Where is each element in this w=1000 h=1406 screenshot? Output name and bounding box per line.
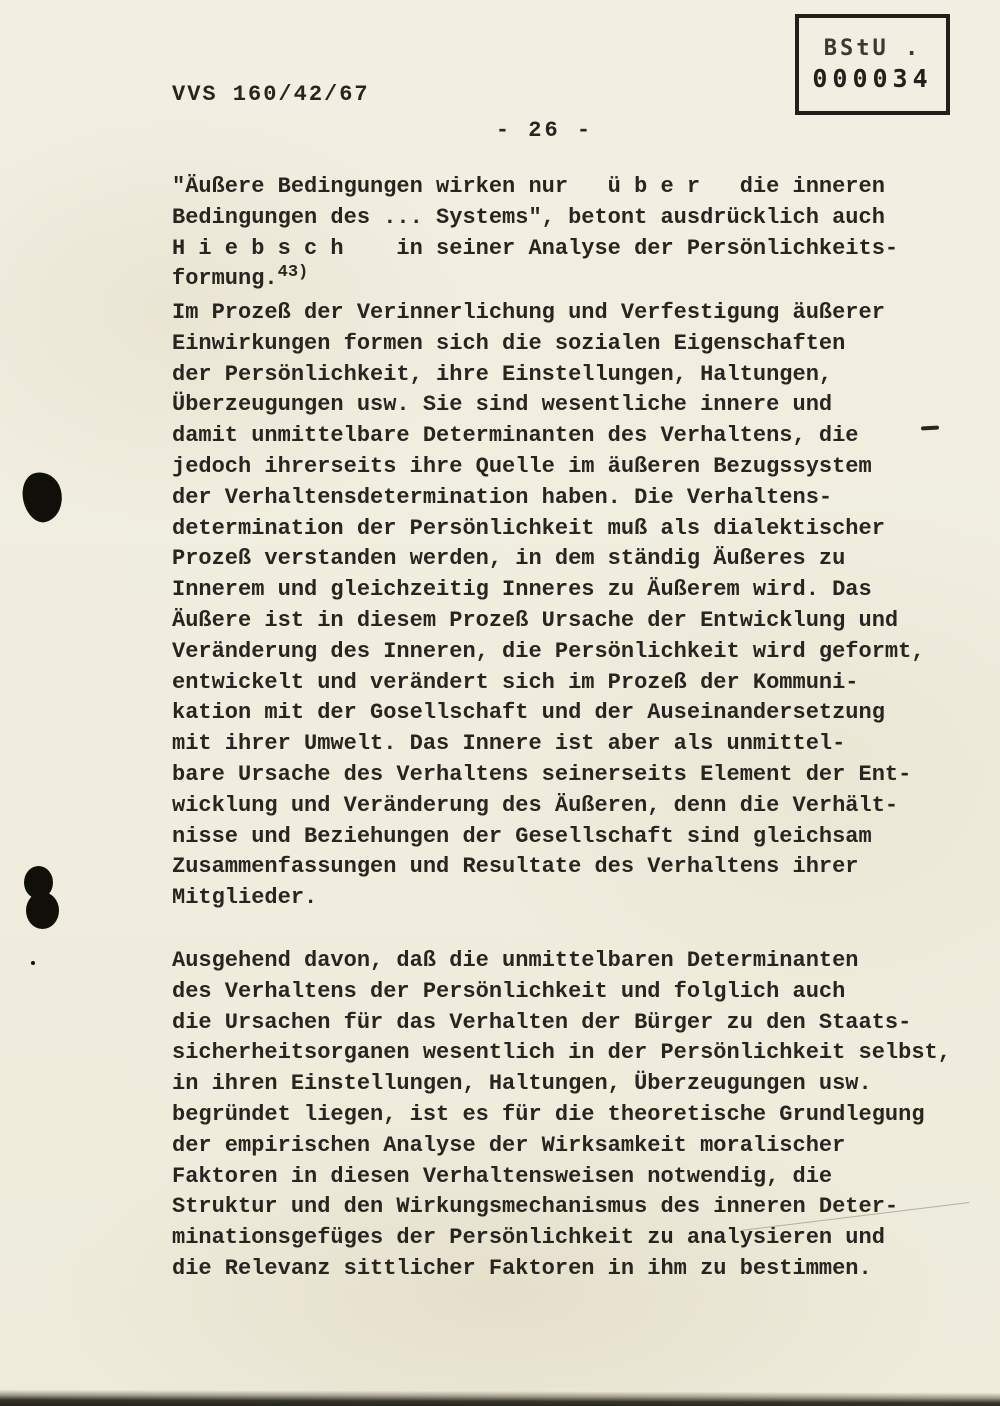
- text-line: damit unmittelbare Determinanten des Verhaltens, die: [172, 423, 859, 449]
- footnote-reference: 43): [277, 263, 309, 282]
- text-line: jedoch ihrerseits ihre Quelle im äußeren Bezugssystem: [172, 453, 872, 479]
- text-line: Überzeugungen usw. Sie sind wesentliche innere und: [172, 392, 833, 418]
- ink-speck: [31, 961, 35, 965]
- text-line: sicherheitsorganen wesentlich in der Persönlichkeit selbst,: [172, 1040, 951, 1066]
- text-line: kation mit der Gosellschaft und der Auseinandersetzung: [172, 700, 885, 726]
- text-line: der Persönlichkeit, ihre Einstellungen, Haltungen,: [172, 361, 833, 387]
- text-line: H i e b s c h in seiner Analyse der Persönlichkeits-: [172, 235, 899, 261]
- stamp-serial-number: 000034: [812, 64, 933, 93]
- text-line: Einwirkungen formen sich die sozialen Eigenschaften: [172, 330, 846, 356]
- ink-blot-lower-bottom: [26, 892, 59, 929]
- bstu-stamp: [795, 14, 950, 115]
- text-line: Zusammenfassungen und Resultate des Verhaltens ihrer: [172, 854, 859, 880]
- text-line: Prozeß verstanden werden, in dem ständig Äußeres zu: [172, 546, 846, 572]
- text-line: der Verhaltensdetermination haben. Die Verhaltens-: [172, 484, 833, 510]
- text-line: Ausgehend davon, daß die unmittelbaren Determinanten: [172, 948, 859, 973]
- paragraph-1-opening: [172, 172, 898, 264]
- text-line: Im Prozeß der Verinnerlichung und Verfestigung äußerer: [172, 300, 885, 325]
- ink-blot-upper: [18, 468, 68, 526]
- footnote-line: [172, 264, 308, 297]
- scan-bottom-edge: [0, 1389, 1000, 1406]
- text-line: Mitglieder.: [172, 885, 318, 911]
- text-line: in ihren Einstellungen, Haltungen, Überzeugungen usw.: [172, 1071, 872, 1097]
- margin-dash-mark: [921, 426, 939, 431]
- text-line: Innerem und gleichzeitig Inneres zu Äußerem wird. Das: [172, 577, 872, 603]
- paragraph-2: [172, 946, 951, 1285]
- text-line: determination der Persönlichkeit muß als dialektischer: [172, 515, 885, 541]
- text-line: minationsgefüges der Persönlichkeit zu analysieren und: [172, 1225, 885, 1251]
- text-line: nisse und Beziehungen der Gesellschaft sind gleichsam: [172, 823, 872, 849]
- page-number: - 26 -: [495, 118, 594, 143]
- text-line: Äußere ist in diesem Prozeß Ursache der Entwicklung und: [172, 607, 899, 633]
- text-line: die Relevanz sittlicher Faktoren in ihm zu bestimmen.: [172, 1255, 872, 1281]
- text-line: Faktoren in diesen Verhaltensweisen notwendig, die: [172, 1163, 833, 1189]
- footnote-base-text: formung.: [172, 266, 278, 291]
- text-line: der empirischen Analyse der Wirksamkeit moralischer: [172, 1132, 846, 1158]
- paragraph-1-continuation: [172, 298, 925, 914]
- text-line: begründet liegen, ist es für die theoretische Grundlegung: [172, 1101, 925, 1127]
- stamp-agency-label: BStU .: [823, 36, 922, 61]
- text-line: Struktur und den Wirkungsmechanismus des inneren Deter-: [172, 1194, 899, 1220]
- classification-number: VVS 160/42/67: [172, 82, 370, 107]
- text-line: Bedingungen des ... Systems", betont ausdrücklich auch: [172, 204, 885, 230]
- text-line: "Äußere Bedingungen wirken nur ü b e r die inneren: [172, 174, 885, 199]
- text-line: die Ursachen für das Verhalten der Bürger zu den Staats-: [172, 1009, 912, 1035]
- text-line: Veränderung des Inneren, die Persönlichkeit wird geformt,: [172, 638, 925, 664]
- text-line: entwickelt und verändert sich im Prozeß der Kommuni-: [172, 669, 859, 695]
- text-line: wicklung und Veränderung des Äußeren, denn die Verhält-: [172, 792, 899, 818]
- text-line: bare Ursache des Verhaltens seinerseits Element der Ent-: [172, 761, 912, 787]
- text-line: mit ihrer Umwelt. Das Innere ist aber als unmittel-: [172, 731, 846, 757]
- text-line: des Verhaltens der Persönlichkeit und folglich auch: [172, 978, 846, 1004]
